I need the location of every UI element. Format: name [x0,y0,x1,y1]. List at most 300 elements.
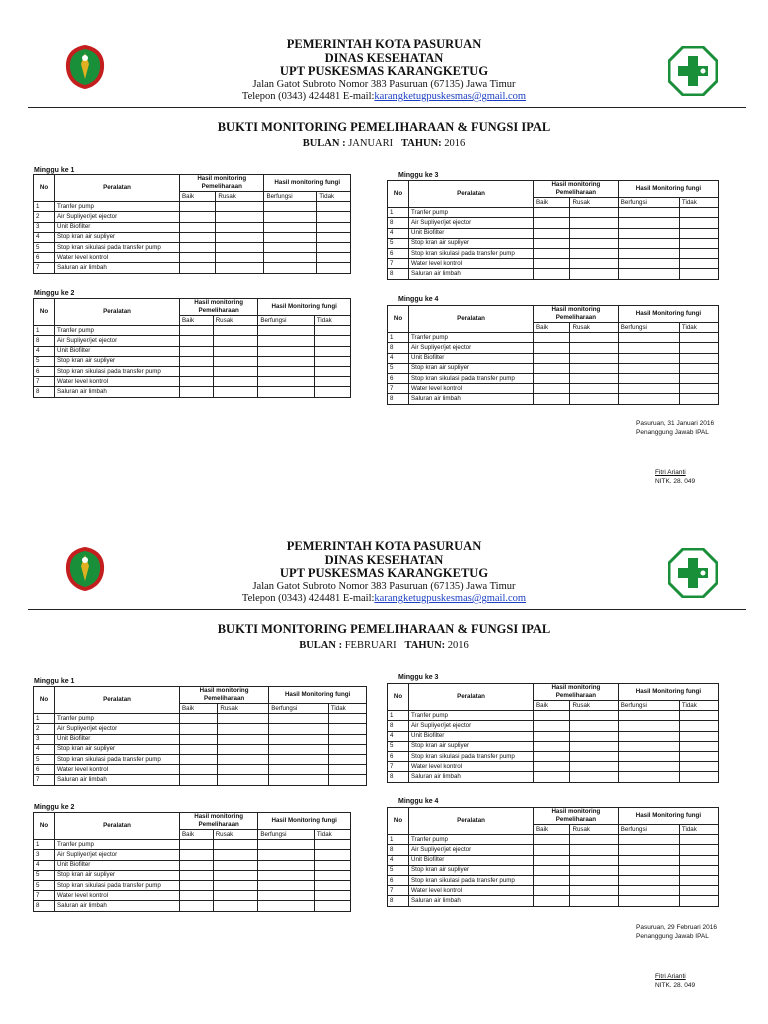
cell-baik[interactable] [180,326,214,336]
cell-berfungsi[interactable] [618,731,679,741]
signature-role: Penanggung Jawab IPAL [636,429,709,436]
cell-berfungsi[interactable] [258,870,314,880]
cell-baik[interactable] [180,387,214,397]
cell-baik[interactable] [180,775,218,785]
table-row [388,394,719,404]
cell-rusak[interactable] [570,721,618,731]
cell-tidak[interactable] [314,860,350,870]
cell-rusak[interactable] [213,891,258,901]
table-row [34,891,351,901]
col-baik: Baik [534,323,570,333]
cell-berfungsi[interactable] [618,228,679,238]
cell-berfungsi[interactable] [258,356,314,366]
week-3-label: Minggu ke 3 [398,172,439,179]
cell-berfungsi[interactable] [618,886,679,896]
cell-tidak[interactable] [679,731,718,741]
cell-baik[interactable] [180,860,214,870]
cell-baik[interactable] [180,870,214,880]
col-hasil-fungi: Hasil Monitoring fungi [258,813,351,830]
cell-tidak[interactable] [679,772,718,782]
week-4-table [387,807,719,907]
cell-tidak[interactable] [679,886,718,896]
row-number: 5 [34,880,55,890]
cell-tidak[interactable] [328,734,366,744]
equipment-name: Air Supliyer/jet ejector [409,218,534,228]
cell-berfungsi[interactable] [258,850,314,860]
cell-baik[interactable] [534,721,570,731]
cell-berfungsi[interactable] [258,860,314,870]
row-number: 8 [388,218,409,228]
col-berfungsi: Berfungsi [618,701,679,711]
cell-rusak[interactable] [218,714,269,724]
cell-baik[interactable] [180,744,218,754]
cell-tidak[interactable] [679,363,718,373]
cell-rusak[interactable] [213,356,258,366]
cell-berfungsi[interactable] [618,353,679,363]
cell-berfungsi[interactable] [618,721,679,731]
cell-tidak[interactable] [679,353,718,363]
cell-berfungsi[interactable] [618,865,679,875]
cell-baik[interactable] [534,835,570,845]
cell-rusak[interactable] [570,886,618,896]
letterhead [0,38,768,104]
cell-baik[interactable] [534,751,570,761]
cell-baik[interactable] [534,845,570,855]
cell-rusak[interactable] [218,765,269,775]
row-number: 6 [388,248,409,258]
cell-rusak[interactable] [570,875,618,885]
cell-tidak[interactable] [679,845,718,855]
col-tidak: Tidak [679,825,718,835]
cell-berfungsi[interactable] [258,366,314,376]
cell-rusak[interactable] [213,366,258,376]
row-number: 4 [34,232,55,242]
cell-tidak[interactable] [679,762,718,772]
letterhead-department: DINAS KESEHATAN [324,552,444,567]
cell-rusak[interactable] [216,263,264,273]
cell-baik[interactable] [534,896,570,906]
table-row [388,762,719,772]
letterhead-contact [0,593,768,606]
cell-berfungsi[interactable] [258,377,314,387]
row-number: 7 [34,775,55,785]
row-number: 7 [34,263,55,273]
cell-rusak[interactable] [570,865,618,875]
cell-tidak[interactable] [679,238,718,248]
cell-rusak[interactable] [216,232,264,242]
cell-rusak[interactable] [570,343,618,353]
cell-baik[interactable] [180,336,214,346]
cell-berfungsi[interactable] [618,751,679,761]
cell-rusak[interactable] [570,333,618,343]
cell-baik[interactable] [180,263,216,273]
cell-tidak[interactable] [328,744,366,754]
cell-baik[interactable] [534,353,570,363]
col-no: No [34,299,55,326]
cell-rusak[interactable] [570,741,618,751]
phone-text: Telepon (0343) 424481 E-mail: [241,593,375,604]
equipment-name: Water level kontrol [55,377,180,387]
cell-baik[interactable] [534,248,570,258]
cell-rusak[interactable] [216,242,264,252]
cell-tidak[interactable] [317,222,351,232]
cell-baik[interactable] [534,218,570,228]
cell-tidak[interactable] [317,202,351,212]
equipment-name: Air Supliyer/jet ejector [55,850,180,860]
cell-tidak[interactable] [314,387,350,397]
col-hasil-pemeliharaan: Hasil monitoring Pemeliharaan [534,181,619,198]
cell-baik[interactable] [180,850,214,860]
cell-berfungsi[interactable] [258,387,314,397]
cell-rusak[interactable] [213,860,258,870]
cell-tidak[interactable] [314,356,350,366]
col-peralatan: Peralatan [409,684,534,711]
row-number: 4 [388,353,409,363]
cell-baik[interactable] [534,238,570,248]
cell-tidak[interactable] [314,840,350,850]
cell-rusak[interactable] [216,212,264,222]
cell-baik[interactable] [534,875,570,885]
row-number: 1 [388,208,409,218]
cell-rusak[interactable] [570,363,618,373]
cell-rusak[interactable] [218,775,269,785]
cell-berfungsi[interactable] [258,901,314,911]
col-no: No [388,306,409,333]
cell-tidak[interactable] [314,891,350,901]
cell-baik[interactable] [534,269,570,279]
cell-baik[interactable] [180,253,216,263]
cell-rusak[interactable] [570,835,618,845]
cell-rusak[interactable] [570,711,618,721]
table-row [388,835,719,845]
cell-baik[interactable] [534,855,570,865]
cell-baik[interactable] [534,865,570,875]
row-number: 8 [388,772,409,782]
cell-rusak[interactable] [213,850,258,860]
cell-tidak[interactable] [679,269,718,279]
cell-tidak[interactable] [679,373,718,383]
cell-tidak[interactable] [679,711,718,721]
equipment-name: Saluran air limbah [409,896,534,906]
equipment-name: Air Supliyer/jet ejector [55,336,180,346]
cell-baik[interactable] [180,356,214,366]
cell-baik[interactable] [534,741,570,751]
cell-baik[interactable] [180,754,218,764]
signature-role: Penanggung Jawab IPAL [636,933,709,940]
cell-berfungsi[interactable] [618,259,679,269]
cell-rusak[interactable] [570,751,618,761]
cell-berfungsi[interactable] [264,222,317,232]
cell-berfungsi[interactable] [618,238,679,248]
row-number: 5 [34,356,55,366]
cell-berfungsi[interactable] [264,242,317,252]
cell-berfungsi[interactable] [258,840,314,850]
cell-tidak[interactable] [314,850,350,860]
equipment-name: Air Supliyer/jet ejector [55,724,180,734]
cell-tidak[interactable] [317,232,351,242]
table-row [34,724,367,734]
cell-rusak[interactable] [570,269,618,279]
cell-tidak[interactable] [317,263,351,273]
cell-tidak[interactable] [314,377,350,387]
email-link[interactable]: karangketugpuskesmas@gmail.com [374,593,527,604]
cell-tidak[interactable] [679,896,718,906]
cell-tidak[interactable] [679,835,718,845]
cell-baik[interactable] [180,212,216,222]
cell-tidak[interactable] [679,875,718,885]
cell-rusak[interactable] [218,754,269,764]
cell-baik[interactable] [180,202,216,212]
cell-tidak[interactable] [317,212,351,222]
cell-baik[interactable] [534,208,570,218]
cell-tidak[interactable] [679,228,718,238]
row-number: 7 [34,377,55,387]
cell-berfungsi[interactable] [618,711,679,721]
cell-rusak[interactable] [570,248,618,258]
cell-berfungsi[interactable] [264,212,317,222]
row-number: 6 [388,373,409,383]
cell-tidak[interactable] [679,741,718,751]
table-row [34,212,351,222]
cell-tidak[interactable] [679,208,718,218]
cell-rusak[interactable] [570,384,618,394]
cell-berfungsi[interactable] [269,775,329,785]
cell-berfungsi[interactable] [618,875,679,885]
row-number: 1 [34,714,55,724]
cell-baik[interactable] [534,373,570,383]
signatory [655,468,695,486]
cell-rusak[interactable] [218,724,269,734]
cell-berfungsi[interactable] [618,208,679,218]
cell-berfungsi[interactable] [264,263,317,273]
cell-rusak[interactable] [213,870,258,880]
cell-berfungsi[interactable] [618,384,679,394]
cell-rusak[interactable] [213,387,258,397]
cell-rusak[interactable] [570,218,618,228]
letterhead-unit: UPT PUSKESMAS KARANGKETUG [279,64,489,78]
cell-baik[interactable] [180,242,216,252]
cell-rusak[interactable] [213,346,258,356]
signature-place-date: Pasuruan, 29 Februari 2016 [636,924,717,931]
cell-berfungsi[interactable] [269,744,329,754]
equipment-name: Stop kran sikulasi pada transfer pump [409,248,534,258]
cell-tidak[interactable] [679,751,718,761]
cell-rusak[interactable] [570,353,618,363]
cell-tidak[interactable] [328,765,366,775]
col-berfungsi: Berfungsi [618,825,679,835]
equipment-name: Stop kran air supliyer [55,232,180,242]
cell-tidak[interactable] [679,343,718,353]
equipment-name: Stop kran sikulasi pada transfer pump [55,880,180,890]
cell-rusak[interactable] [216,222,264,232]
cell-baik[interactable] [180,901,214,911]
col-peralatan: Peralatan [409,306,534,333]
cell-rusak[interactable] [216,253,264,263]
cell-baik[interactable] [180,366,214,376]
cell-baik[interactable] [180,765,218,775]
cell-berfungsi[interactable] [258,336,314,346]
cell-baik[interactable] [534,886,570,896]
cell-berfungsi[interactable] [264,232,317,242]
email-link[interactable]: karangketugpuskesmas@gmail.com [374,91,527,102]
cell-rusak[interactable] [218,744,269,754]
cell-tidak[interactable] [679,865,718,875]
row-number: 1 [34,326,55,336]
cell-baik[interactable] [534,711,570,721]
cell-berfungsi[interactable] [258,326,314,336]
row-number: 5 [388,238,409,248]
cell-baik[interactable] [180,734,218,744]
cell-rusak[interactable] [213,377,258,387]
col-baik: Baik [534,701,570,711]
cell-baik[interactable] [534,259,570,269]
table-row [34,232,351,242]
cell-tidak[interactable] [314,366,350,376]
cell-rusak[interactable] [570,208,618,218]
cell-berfungsi[interactable] [618,333,679,343]
cell-tidak[interactable] [679,218,718,228]
form-page-february [0,502,768,1002]
cell-rusak[interactable] [570,855,618,865]
cell-berfungsi[interactable] [269,724,329,734]
cell-berfungsi[interactable] [618,835,679,845]
cell-baik[interactable] [534,762,570,772]
cell-baik[interactable] [180,377,214,387]
cell-berfungsi[interactable] [618,218,679,228]
cell-tidak[interactable] [679,855,718,865]
cell-rusak[interactable] [570,238,618,248]
cell-berfungsi[interactable] [618,373,679,383]
col-peralatan: Peralatan [55,813,180,840]
col-rusak: Rusak [213,830,258,840]
equipment-name: Tranfer pump [409,333,534,343]
week-2-label: Minggu ke 2 [34,804,75,811]
cell-rusak[interactable] [570,373,618,383]
row-number: 6 [34,765,55,775]
col-peralatan: Peralatan [55,299,180,326]
cell-tidak[interactable] [679,721,718,731]
cell-tidak[interactable] [328,724,366,734]
cell-berfungsi[interactable] [618,343,679,353]
cell-baik[interactable] [534,731,570,741]
period-line [0,640,768,651]
cell-berfungsi[interactable] [618,248,679,258]
cell-tidak[interactable] [328,775,366,785]
cell-rusak[interactable] [570,731,618,741]
cell-baik[interactable] [534,228,570,238]
cell-berfungsi[interactable] [618,762,679,772]
cell-berfungsi[interactable] [618,845,679,855]
cell-rusak[interactable] [570,228,618,238]
cell-tidak[interactable] [679,248,718,258]
cell-rusak[interactable] [570,845,618,855]
cell-tidak[interactable] [328,754,366,764]
col-no: No [388,808,409,835]
cell-baik[interactable] [180,222,216,232]
cell-baik[interactable] [180,346,214,356]
cell-baik[interactable] [180,840,214,850]
table-row [388,865,719,875]
cell-rusak[interactable] [570,259,618,269]
week-2-table [33,812,351,912]
cell-berfungsi[interactable] [269,714,329,724]
cell-tidak[interactable] [679,259,718,269]
tahun-label: TAHUN: [401,138,442,149]
cell-berfungsi[interactable] [269,754,329,764]
week-4-table [387,305,719,405]
cell-tidak[interactable] [314,901,350,911]
cell-tidak[interactable] [679,384,718,394]
table-row [388,259,719,269]
col-hasil-pemeliharaan: Hasil monitoring Pemeliharaan [534,684,619,701]
cell-berfungsi[interactable] [264,253,317,263]
cell-berfungsi[interactable] [269,765,329,775]
cell-berfungsi[interactable] [269,734,329,744]
cell-tidak[interactable] [314,880,350,890]
cell-baik[interactable] [180,724,218,734]
cell-baik[interactable] [534,384,570,394]
cell-tidak[interactable] [328,714,366,724]
cell-rusak[interactable] [213,326,258,336]
cell-baik[interactable] [534,343,570,353]
row-number: 7 [388,886,409,896]
equipment-name: Saluran air limbah [409,394,534,404]
cell-rusak[interactable] [218,734,269,744]
cell-berfungsi[interactable] [618,269,679,279]
cell-tidak[interactable] [314,870,350,880]
cell-baik[interactable] [534,363,570,373]
cell-baik[interactable] [534,772,570,782]
cell-berfungsi[interactable] [618,363,679,373]
cell-berfungsi[interactable] [258,880,314,890]
cell-rusak[interactable] [213,901,258,911]
cell-berfungsi[interactable] [618,741,679,751]
cell-berfungsi[interactable] [618,772,679,782]
cell-tidak[interactable] [317,242,351,252]
cell-baik[interactable] [534,394,570,404]
col-tidak: Tidak [679,323,718,333]
cell-tidak[interactable] [314,346,350,356]
cell-tidak[interactable] [317,253,351,263]
cell-baik[interactable] [180,891,214,901]
row-number: 7 [388,762,409,772]
cell-rusak[interactable] [570,762,618,772]
cell-baik[interactable] [180,880,214,890]
cell-baik[interactable] [180,232,216,242]
cell-rusak[interactable] [570,896,618,906]
cell-baik[interactable] [534,333,570,343]
cell-rusak[interactable] [216,202,264,212]
cell-berfungsi[interactable] [618,855,679,865]
cell-rusak[interactable] [570,394,618,404]
cell-tidak[interactable] [679,394,718,404]
cell-tidak[interactable] [314,336,350,346]
cell-rusak[interactable] [213,880,258,890]
cell-tidak[interactable] [679,333,718,343]
cell-rusak[interactable] [213,336,258,346]
cell-berfungsi[interactable] [618,394,679,404]
cell-rusak[interactable] [213,840,258,850]
table-row [34,744,367,754]
col-baik: Baik [534,825,570,835]
cell-baik[interactable] [180,714,218,724]
cell-berfungsi[interactable] [258,346,314,356]
cell-rusak[interactable] [570,772,618,782]
cell-tidak[interactable] [314,326,350,336]
cell-berfungsi[interactable] [618,896,679,906]
cell-berfungsi[interactable] [258,891,314,901]
cell-berfungsi[interactable] [264,202,317,212]
